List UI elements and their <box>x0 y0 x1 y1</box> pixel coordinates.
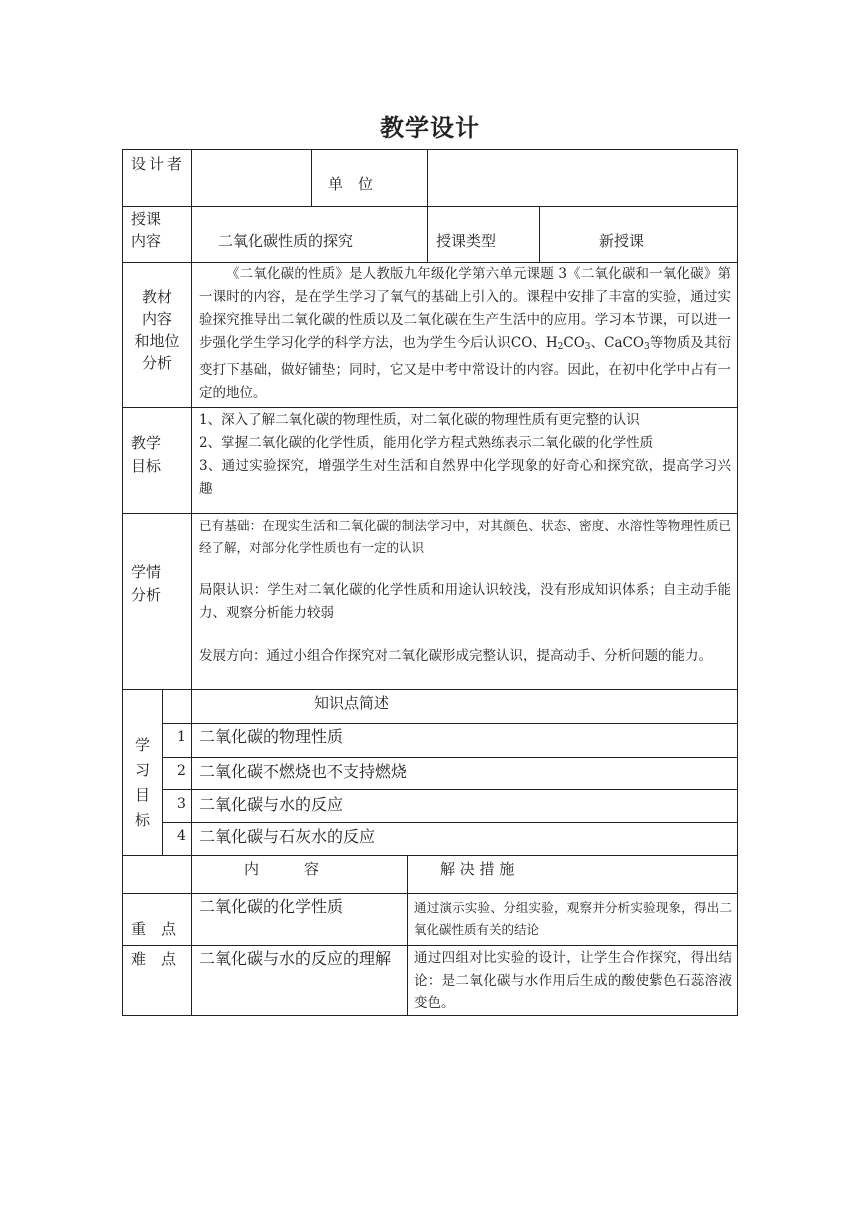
analysis-sub: 3 <box>643 342 650 352</box>
lesson-type-value: 新授课 <box>599 232 645 250</box>
page-title: 教学设计 <box>380 114 480 142</box>
learning-header: 知识点简述 <box>314 694 390 712</box>
goal-item: 1、深入了解二氧化碳的物理性质，对二氧化碳的物理性质有更完整的认识 <box>199 412 640 428</box>
learning-header-num-cell <box>162 689 192 724</box>
students-direction: 发展方向：通过小组合作探究对二氧化碳形成完整认识，提高动手、分析问题的能力。 <box>199 648 712 664</box>
analysis-label-line: 分析 <box>141 354 172 372</box>
key-label: 重 点 <box>131 920 177 938</box>
hard-measure: 通过四组对比实验的设计，让学生合作探究，得出结论：是二氧化碳与水作用后生成的酸使紫色石蕊溶液变色。 <box>414 950 732 1011</box>
goals-list <box>199 409 731 501</box>
lesson-label-line2: 内容 <box>131 232 162 250</box>
students-basis: 已有基础：在现实生活和二氧化碳的制法学习中，对其颜色、状态、密度、水溶性等物理性质已经了解，对部分化学性质也有一定的认识 <box>199 518 731 555</box>
key-content: 二氧化碳的化学性质 <box>199 897 344 916</box>
analysis-text: 《二氧化碳的性质》是人教版九年级化学第六单元课题 3《二氧化碳和一氧化碳》第一课时的内容，是在学生学习了氧气的基础上引入的。课程中安排了丰富的实验，通过实验探究推导出二氧化碳的性质以及二氧化碳在生产生活中的应用。学习本节课，可以进一步强化学生学习化学的科学方法，也为学生今后认识 <box>199 266 731 351</box>
students-limit: 局限认识：学生对二氧化碳的化学性质和用途认识较浅，没有形成知识体系；自主动手能力、观察分析能力较弱 <box>199 582 731 621</box>
learning-header-cell <box>191 689 738 724</box>
analysis-co3a: CO <box>563 335 585 351</box>
analysis-sub: 2 <box>557 342 564 352</box>
learning-text: 二氧化碳不燃烧也不支持燃烧 <box>199 762 408 781</box>
learning-label <box>122 733 163 833</box>
analysis-label-line: 教材 <box>141 288 172 306</box>
lesson-content: 二氧化碳性质的探究 <box>218 232 354 250</box>
learning-text: 二氧化碳与水的反应 <box>199 795 344 814</box>
designer-label: 设计者 <box>131 155 186 173</box>
analysis-caco: 、CaCO <box>590 335 644 351</box>
hard-content: 二氧化碳与水的反应的理解 <box>199 949 392 968</box>
analysis-paragraph <box>199 263 731 405</box>
learning-label-char: 习 <box>134 761 150 779</box>
analysis-tail: 等物质及其衍变打下基础，做好铺垫；同时，它又是中考中常设计的内容。因此，在初中化学中占有一定的地位。 <box>199 335 732 401</box>
unit-label: 单 位 <box>328 175 374 193</box>
key-measure: 通过演示实验、分组实验，观察并分析实验现象，得出二氧化碳性质有关的结论 <box>414 900 732 937</box>
students-label-line1: 学情 <box>131 563 162 581</box>
learning-num: 4 <box>177 828 186 844</box>
learning-label-char: 学 <box>134 736 150 754</box>
keypoints-empty-cell <box>122 855 192 894</box>
lesson-type-label: 授课类型 <box>436 232 497 250</box>
unit-value-cell <box>427 149 738 207</box>
lesson-label-line1: 授课 <box>131 210 162 228</box>
goal-item: 2、掌握二氧化碳的化学性质，能用化学方程式熟练表示二氧化碳的化学性质 <box>199 435 654 451</box>
learning-num: 3 <box>177 796 186 812</box>
learning-num: 1 <box>177 729 186 745</box>
learning-num: 2 <box>177 763 186 779</box>
learning-text: 二氧化碳与石灰水的反应 <box>199 827 376 846</box>
goals-label-line2: 目标 <box>131 457 162 475</box>
students-label-line2: 分析 <box>131 586 162 604</box>
keypoints-content-header: 内 容 <box>244 860 320 878</box>
analysis-label <box>122 286 192 374</box>
learning-text: 二氧化碳的物理性质 <box>199 727 344 746</box>
analysis-label-line: 内容 <box>141 310 172 328</box>
goals-label-line1: 教学 <box>131 434 162 452</box>
analysis-label-line: 和地位 <box>134 332 180 350</box>
designer-value-cell <box>191 149 312 207</box>
analysis-co: CO、H <box>510 335 558 351</box>
keypoints-measures-header: 解 决 措 施 <box>440 860 515 878</box>
hard-label: 难 点 <box>131 950 177 968</box>
analysis-sub: 3 <box>584 342 591 352</box>
goal-item: 3、通过实验探究，增强学生对生活和自然界中化学现象的好奇心和探究欲，提高学习兴趣 <box>199 458 731 497</box>
learning-label-char: 目 <box>134 786 150 804</box>
learning-label-char: 标 <box>134 811 150 829</box>
